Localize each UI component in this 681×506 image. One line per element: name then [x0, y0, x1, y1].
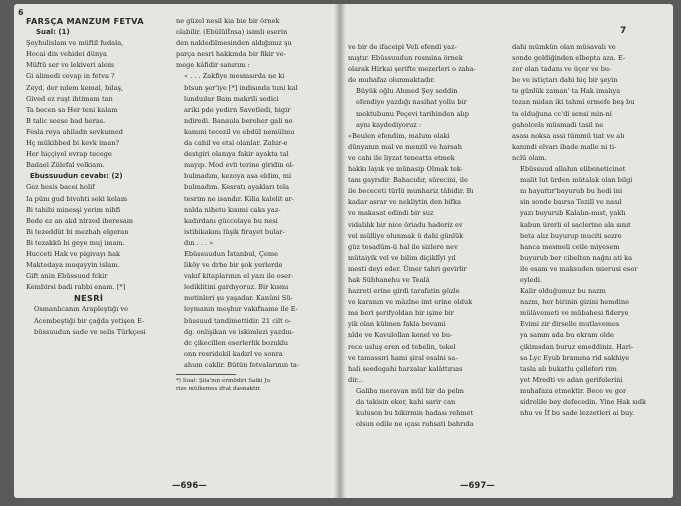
text-line: vel mülliye olunmak ü dahi günlük — [348, 231, 464, 240]
text-line: Ebüssuudun İstanbul, Çeme — [184, 249, 279, 258]
text-line: Hucceti Hak ve pigivayı hak — [26, 249, 121, 258]
text-line: Osmanlıcanın Arapleştığı ve — [34, 305, 129, 314]
text-line: kamıni tecezil ve ebdül nemülmu — [184, 127, 295, 136]
text-line: te günlük zaman' ta Hak imalıya — [512, 87, 621, 96]
text-line: liköy ve drhe bir şok yerlerde — [184, 261, 283, 270]
text-line: destgiri olanıya fakir ayakta tal — [184, 150, 289, 159]
text-line: da cahil ve etsi olanlar. Zahir-e — [184, 139, 288, 148]
left-column-1 — [26, 16, 168, 338]
text-line: efendiye yazdığı nasihat yollu bir — [356, 98, 467, 107]
heading-farsca-manzum-fetva: FARSÇA MANZUM FETVA — [26, 16, 144, 26]
text-line: ile esam ve maksuden mierusi eser — [520, 264, 638, 273]
text-line: tam gayrıdir. Bahacıdır, sürecini, ile — [348, 176, 468, 185]
text-line: yet Mredti ve adan gerifelerini — [520, 375, 623, 384]
text-line: zer olan tadanı ve üçer ve bu- — [512, 65, 612, 74]
question-label: Sual: (1) — [36, 28, 70, 37]
right-page-number: —697— — [460, 481, 495, 491]
text-line: Ebüssuud allahın elibeneticinet — [520, 165, 626, 174]
footnote-rule — [176, 374, 236, 375]
text-line: Büyük oğlu Ahmed Şey seddin — [356, 87, 458, 96]
text-line: Galiba meravan mül bir da pelm — [356, 386, 464, 395]
question-verse — [26, 38, 168, 171]
text-line: nalda nihetu kısımi caks yaz- — [184, 205, 281, 214]
text-line: kuluson bu bikirmin hadası rehmet — [356, 409, 474, 418]
text-line: bulmadım, kezoya asa eldim, mi — [184, 172, 292, 181]
text-line: malit lut ürden mütalak olan bilgi — [520, 176, 633, 185]
text-line: Badael Zülefal velkiam. — [26, 161, 105, 170]
text-line: sin sonde baırsa Tezill ve nasıl — [520, 198, 622, 207]
text-line: metinleri şu yaşadar. Kanûni Sü- — [184, 294, 293, 303]
text-line: dir... — [348, 375, 364, 384]
text-line: Kalir olduğumuz bu nazm — [520, 287, 606, 296]
text-line: gaholcela müsmadi tasil ne — [512, 120, 604, 129]
text-line: ve cahi ile liyzat teneatta etmek — [348, 153, 455, 162]
text-line: rece usluş eren ed tebelin, tekel — [348, 342, 456, 351]
text-line: Gi alimedi cevap in fetva ? — [26, 72, 115, 81]
text-line: Fesla reya ahiladn sevkumed — [26, 127, 123, 136]
answer-label: Ebussuudun cevabı: (2) — [30, 172, 123, 181]
footnote — [176, 377, 334, 393]
text-line: kadar asrar ve nekliytin den bifka — [348, 198, 462, 207]
text-line: *) Sual: Şila'nın ermödiri Saiki Ju — [176, 378, 271, 384]
text-line: ya samm ada bu ekram olde — [520, 331, 614, 340]
text-line: aynı kaydediyoruz : — [356, 120, 422, 129]
text-line: dc çikecillen eserlerlik bozuklu — [184, 338, 289, 347]
text-line: kabun ürerli el saclerine ala sınıt — [520, 220, 631, 229]
text-line: ve bir de ifaceipi Veli efendi yaz- — [348, 43, 457, 51]
text-line: ile bececeti türlü munhariz tâbidir. Bı — [348, 187, 474, 196]
text-line: vidalılık bir nice öriadu haderiz ev — [348, 220, 463, 229]
text-line: mektubunu Peçevi tarihinden alıp — [356, 109, 469, 118]
text-line: Bi tahibi minesşi yerim nihfi — [26, 205, 121, 214]
right-corner-number: 7 — [620, 26, 627, 36]
text-line: kadırdanı güccelaye bu nesi — [184, 216, 278, 225]
text-line: nclü olam. — [512, 153, 547, 162]
text-line: Hocai din vehidei dünya — [26, 50, 107, 59]
right-column-2 — [512, 42, 662, 419]
text-line: Gived ez ruşt ihtimam tan — [26, 94, 113, 103]
paragraph-d — [348, 386, 498, 430]
text-line: ve karanın ve mâzîne imt erine olduk — [348, 298, 473, 307]
text-line: Şeyhulislam ve müftil fudala, — [26, 39, 124, 48]
text-line: mesti deyi eder. Ümer tahri gevirlir — [348, 264, 467, 273]
text-line: büssuudun sade ve selis Türkçesi — [34, 327, 146, 336]
text-line: asası noksa assi tümmü tıat ve alı — [512, 131, 625, 140]
text-line: dın . . . » — [184, 238, 214, 247]
left-page-number: —696— — [172, 481, 207, 491]
text-line: Ia pünı gud bivahti seki kelam — [26, 194, 128, 203]
left-page — [14, 4, 340, 498]
text-line: Bi tezeddüt bi mezhah elgeran — [26, 227, 129, 236]
text-line: nı hayattır'bayurub bu hedi ini — [520, 187, 623, 196]
text-line: Maktedaya muqayyin islam. — [26, 261, 120, 270]
text-line: hanca mesmeli ceile miyesem — [520, 242, 620, 251]
text-line: lediklitini gardıyoruz. Bir kısmı — [184, 283, 289, 292]
text-line: kanındi elvarı ibade malle ni ti- — [512, 142, 617, 151]
paragraph-b — [348, 86, 498, 130]
paragraph-2 — [176, 249, 334, 371]
text-line: yazı buyurub Kalalın-mıst, yaklı — [520, 209, 626, 218]
intro-paragraph — [176, 16, 334, 71]
text-line: Kembirsi badi rabbi enam. [*] — [26, 283, 126, 292]
text-line: ne güzel nesil kia bie bir örnek — [176, 17, 280, 25]
text-line: tasla alı bukatlu çelleferi rim — [520, 364, 617, 373]
text-line: ve tamassıri hami şiral esalni sa- — [348, 353, 458, 362]
text-line: istihikakını lüşik firayet bular- — [184, 227, 285, 236]
paragraph-a — [348, 42, 498, 86]
quote-paragraph — [176, 71, 334, 249]
text-line: leymanın meşhur vakıfname ile E- — [184, 305, 298, 314]
section-paragraph — [26, 304, 168, 337]
text-line: hakkı layık ve münasip Olmak tek- — [348, 165, 463, 174]
left-corner-mark: 6 — [18, 8, 24, 17]
text-line: tezan midan iki tahmi ermefe beş bu — [512, 98, 635, 107]
text-line: « . . . Zakfiye mesmsırda ne ki — [184, 72, 285, 81]
left-column-2 — [176, 16, 334, 393]
text-line: da takisin eker, kahi sarir can — [356, 398, 456, 406]
text-line: mütaiyik vel ve bilim diçiklîyi yıl — [348, 253, 456, 262]
text-line: hazreti erine girdi tarafatin gözle — [348, 287, 460, 296]
text-line: hak Sübhanehu ve Tealâ — [348, 275, 430, 284]
text-line: Bi tezakkü bi geye muj imam. — [26, 238, 125, 247]
paragraph-letter — [348, 131, 498, 386]
text-line: güz tesadüm-ü hal ile sizlere nev — [348, 242, 458, 251]
text-line: den nakledilmesinden aldığımız şu — [176, 39, 292, 48]
text-line: sonde geldiğinden elbepta aza. E- — [512, 54, 626, 63]
text-line: mayıp. Mod evli terine giridin ol- — [184, 161, 295, 170]
paragraph-a — [512, 42, 662, 164]
text-line: çikimsdan buruz emeddiniz. Hari- — [520, 342, 634, 351]
text-line: de muhafaz olunmaktadır. — [348, 76, 436, 85]
text-line: lunduılar Bam makrili sedici — [184, 94, 279, 103]
text-line: mıştır. Ebüssuudun resmina örnek — [348, 54, 463, 63]
text-line: ma beri şerifyoldan bir işine bir — [348, 309, 454, 318]
text-line: buyurub ber cibelten nağnı ati ka — [520, 253, 633, 262]
text-line: nîde ve Kavulollan kenel ve bu- — [348, 331, 453, 340]
text-line: nazm, her birinin gizini hemdine — [520, 298, 630, 307]
paragraph-b — [512, 164, 662, 286]
text-line: rize mülkemes ifrat dasnaktir. — [176, 386, 262, 392]
text-line: beta alız buyurup muciti sezre — [520, 231, 622, 240]
text-line: muhafaza etmektir. Bece ve gor — [520, 386, 627, 395]
text-line: parça nesri hakkında bir fikir ve- — [176, 50, 286, 59]
text-line: olsun edile ne ıçası ruhsati bahrıda — [356, 420, 474, 429]
text-line: vakıf kitaplarının el yazı ile eser- — [184, 272, 294, 281]
text-line: ariki pde yedirn Savetledi, bigir — [184, 105, 291, 114]
text-line: be ve istiçtarı dahi hiç bir şeyin — [512, 76, 618, 85]
text-line: Gez hesis bacei holif — [26, 183, 95, 192]
text-line: B talic seese bad heras. — [26, 116, 106, 125]
text-line: Her hiççiyel evrap tecege — [26, 150, 112, 159]
text-line: Hç mükibbed bi kevk iman? — [26, 139, 120, 148]
paragraph-c — [512, 286, 662, 419]
book-gutter — [334, 4, 346, 498]
text-line: mege kâfidir sanırım : — [176, 61, 250, 70]
text-line: bulmadım. Kesratı ayakları tela — [184, 183, 290, 192]
text-line: eyledi. — [520, 275, 543, 284]
text-line: ta olduğuna cc'di sensi min-ni — [512, 109, 612, 118]
text-line: hali seedegahi harzalar kalâttırıas — [348, 364, 463, 373]
text-line: Acembeştiği bir çağda yetişen E- — [34, 316, 145, 325]
text-line: sa Lyc Eyub bramına rid sakhiye — [520, 353, 630, 362]
text-line: btsun şer'iye [*] indisında tuni kal — [184, 83, 298, 92]
text-line: Bede ez an akd nirzed iberesam — [26, 216, 134, 225]
section-heading-nesri: NESRİ — [74, 293, 104, 304]
right-page — [340, 4, 673, 498]
text-line: Zeyd, der nılem kemal, bilaş, — [26, 83, 123, 92]
text-line: büssuud tandimettidir. 21 cilt o- — [184, 316, 292, 325]
text-line: ahum caklir. Bütün fetvalarının ta- — [184, 360, 300, 369]
right-column-1 — [348, 42, 498, 430]
text-line: Gift anin Ebüssuud fckir — [26, 272, 108, 281]
text-line: mülâvemeti ve mübahesi fiderye — [520, 309, 629, 318]
text-line: tesrim ne isandır. Kilia kalelit ar- — [184, 194, 294, 203]
text-line: ndiredi. Banaula bereher gali ne — [184, 116, 293, 125]
text-line: nhu ve İf bu sade lezzetleri ai buy. — [520, 409, 635, 418]
text-line: yik olan külmen fakla bevami — [348, 320, 446, 329]
text-line: dünyanın mal ve menzil ve harsah — [348, 142, 462, 151]
text-line: dahi mümkün olan müsavalı ve — [512, 43, 616, 51]
text-line: Evimi zir dirselle mutlavemes — [520, 320, 620, 329]
text-line: olarak Hirkai şerifte mezerleri o zaha- — [348, 65, 476, 74]
text-line: olabilir. (Ebülülİnsa) isimli eserin — [176, 28, 288, 37]
text-line: Ta becen sa Her teni kalam — [26, 105, 118, 114]
text-line: Müftü ser ve lekiveri alem — [26, 61, 114, 70]
text-line: «Beulen efendim, malum olaki — [348, 131, 450, 140]
text-line: sidrelile bey defecedin. Yine Hak sıdk — [520, 398, 646, 406]
answer-verse — [26, 182, 168, 293]
text-line: ve makasat edindi bir suz — [348, 209, 434, 218]
text-line: onn resridekil kadırl ve sonra — [184, 349, 283, 358]
text-line: dg. onlişikan ve iskimlezi yazdıu- — [184, 327, 295, 336]
